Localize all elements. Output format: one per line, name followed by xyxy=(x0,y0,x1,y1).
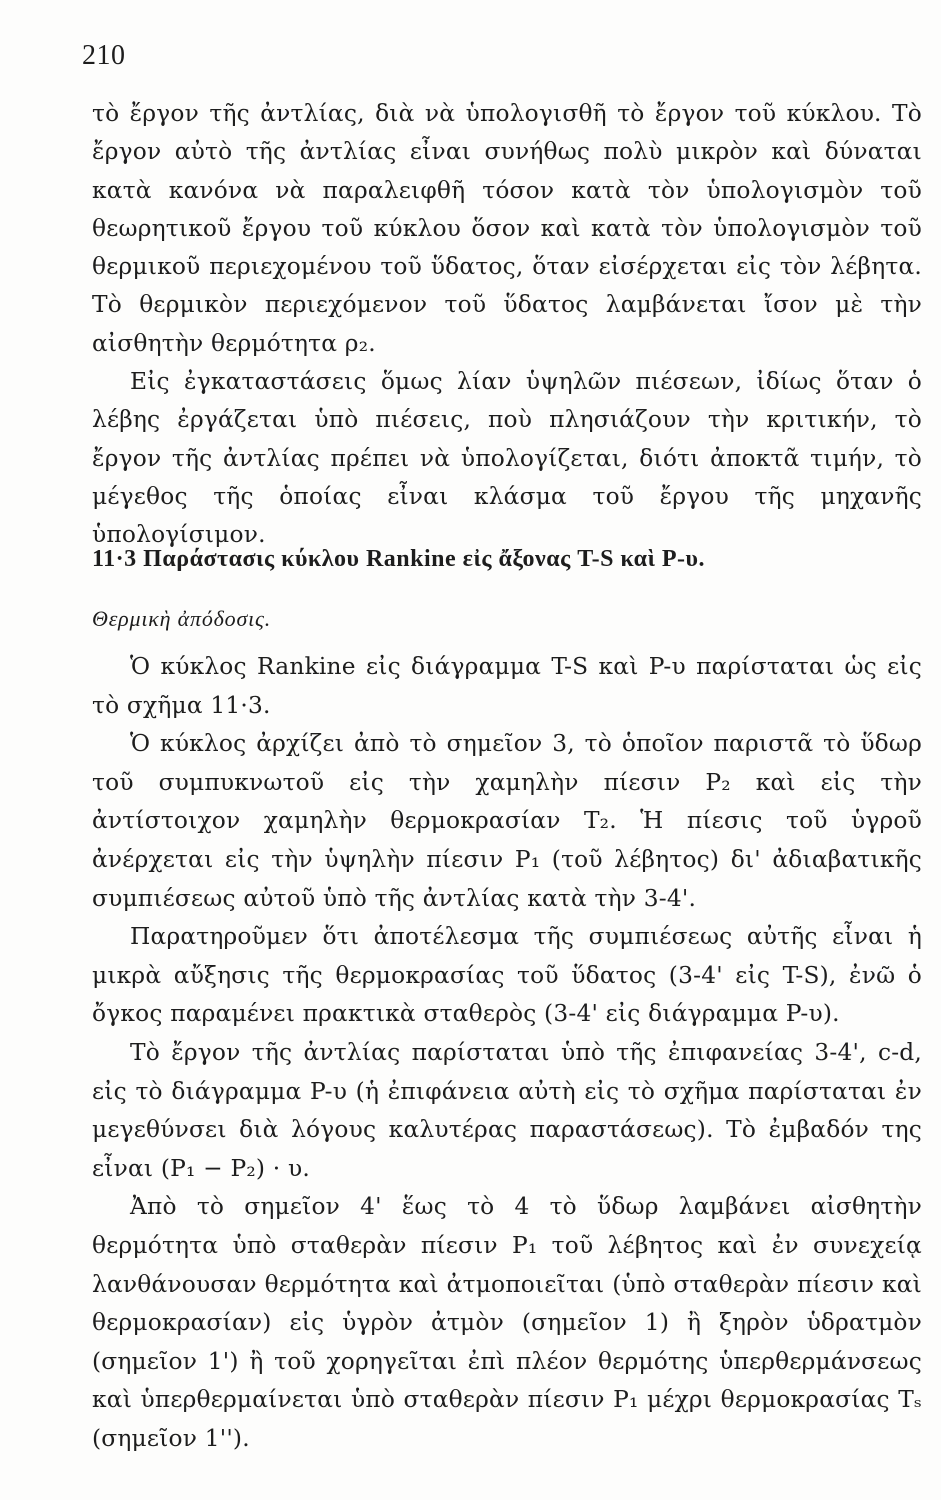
section-subheading: Θερμικὴ ἀπόδοσις. xyxy=(92,606,272,631)
bottom-text-block xyxy=(92,648,922,1458)
page-number: 210 xyxy=(82,40,126,71)
paragraph-pump-work: τὸ ἔργον τῆς ἀντλίας, διὰ νὰ ὑπολογισθῆ τὸ ἔργον τοῦ κύκλου. Τὸ ἔργον αὐτὸ τῆς ἀντλίας εἶναι συνήθως πολὺ μικρὸν καὶ δύναται κατὰ κανόνα νὰ παραλειφθῆ τόσον κατὰ τὸν ὑπολογισμὸν τοῦ θεωρητικοῦ ἔργου τοῦ κύκλου ὅσον καὶ κατὰ τὸν ὑπολογισμὸν τοῦ θερμικοῦ περιεχομένου τοῦ ὕδατος, ὅταν εἰσέρχεται εἰς τὸν λέβητα. Τὸ θερμικὸν περιεχόμενον τοῦ ὕδατος λαμβάνεται ἴσον μὲ τὴν αἰσθητὴν θερμότητα ρ₂. xyxy=(92,100,922,357)
paragraph-rankine-diagram: Ὁ κύκλος Rankine εἰς διάγραμμα T-S καὶ P-υ παρίσταται ὡς εἰς τὸ σχῆμα 11·3. xyxy=(92,653,922,719)
section-heading: 11·3 Παράστασις κύκλου Rankine εἰς ἄξονας T-S καὶ P-υ. xyxy=(92,546,706,572)
paragraph-pump-work-area: Τὸ ἔργον τῆς ἀντλίας παρίσταται ὑπὸ τῆς ἐπιφανείας 3-4', c-d, εἰς τὸ διάγραμμα P-υ (ἡ ἐπιφάνεια αὐτὴ εἰς τὸ σχῆμα παρίσταται ἐν μεγεθύνσει διὰ λόγους καλυτέρας παραστάσεως). Τὸ ἐμβαδόν της εἶναι (P₁ − P₂) · υ. xyxy=(92,1038,922,1182)
paragraph-high-pressure: Εἰς ἐγκαταστάσεις ὅμως λίαν ὑψηλῶν πιέσεων, ἰδίως ὅταν ὁ λέβης ἐργάζεται ὑπὸ πιέσεις, ποὺ πλησιάζουν τὴν κριτικήν, τὸ ἔργον τῆς ἀντλίας πρέπει νὰ ὑπολογίζεται, διότι ἀποκτᾶ τιμήν, τὸ μέγεθος τῆς ὁποίας εἶναι κλάσμα τοῦ ἔργου τῆς μηχανῆς ὑπολογίσιμον. xyxy=(92,368,922,549)
paragraph-heat-addition: Ἀπὸ τὸ σημεῖον 4' ἕως τὸ 4 τὸ ὕδωρ λαμβάνει αἰσθητὴν θερμότητα ὑπὸ σταθερὰν πίεσιν P₁ τοῦ λέβητος καὶ ἐν συνεχείᾳ λανθάνουσαν θερμότητα καὶ ἀτμοποιεῖται (ὑπὸ σταθερὰν πίεσιν καὶ θερμοκρασίαν) εἰς ὑγρὸν ἀτμὸν (σημεῖον 1) ἢ ξηρὸν ὑδρατμὸν (σημεῖον 1') ἢ τοῦ χορηγεῖται ἐπὶ πλέον θερμότης ὑπερθερμάνσεως καὶ ὑπερθερμαίνεται ὑπὸ σταθερὰν πίεσιν P₁ μέχρι θερμοκρασίας Tₛ (σημεῖον 1''). xyxy=(92,1193,922,1452)
top-text-block xyxy=(92,95,922,555)
paragraph-cycle-start: Ὁ κύκλος ἀρχίζει ἀπὸ τὸ σημεῖον 3, τὸ ὁποῖον παριστᾶ τὸ ὕδωρ τοῦ συμπυκνωτοῦ εἰς τὴν χαμηλὴν πίεσιν P₂ καὶ εἰς τὴν ἀντίστοιχον χαμηλὴν θερμοκρασίαν T₂. Ἡ πίεσις τοῦ ὑγροῦ ἀνέρχεται εἰς τὴν ὑψηλὴν πίεσιν P₁ (τοῦ λέβητος) δι' ἀδιαβατικῆς συμπιέσεως αὐτοῦ ὑπὸ τῆς ἀντλίας κατὰ τὴν 3-4'. xyxy=(92,730,922,912)
paragraph-compression-result: Παρατηροῦμεν ὅτι ἀποτέλεσμα τῆς συμπιέσεως αὐτῆς εἶναι ἡ μικρὰ αὔξησις τῆς θερμοκρασίας τοῦ ὕδατος (3-4' εἰς T-S), ἐνῶ ὁ ὄγκος παραμένει πρακτικὰ σταθερὸς (3-4' εἰς διάγραμμα P-υ). xyxy=(92,923,922,1028)
